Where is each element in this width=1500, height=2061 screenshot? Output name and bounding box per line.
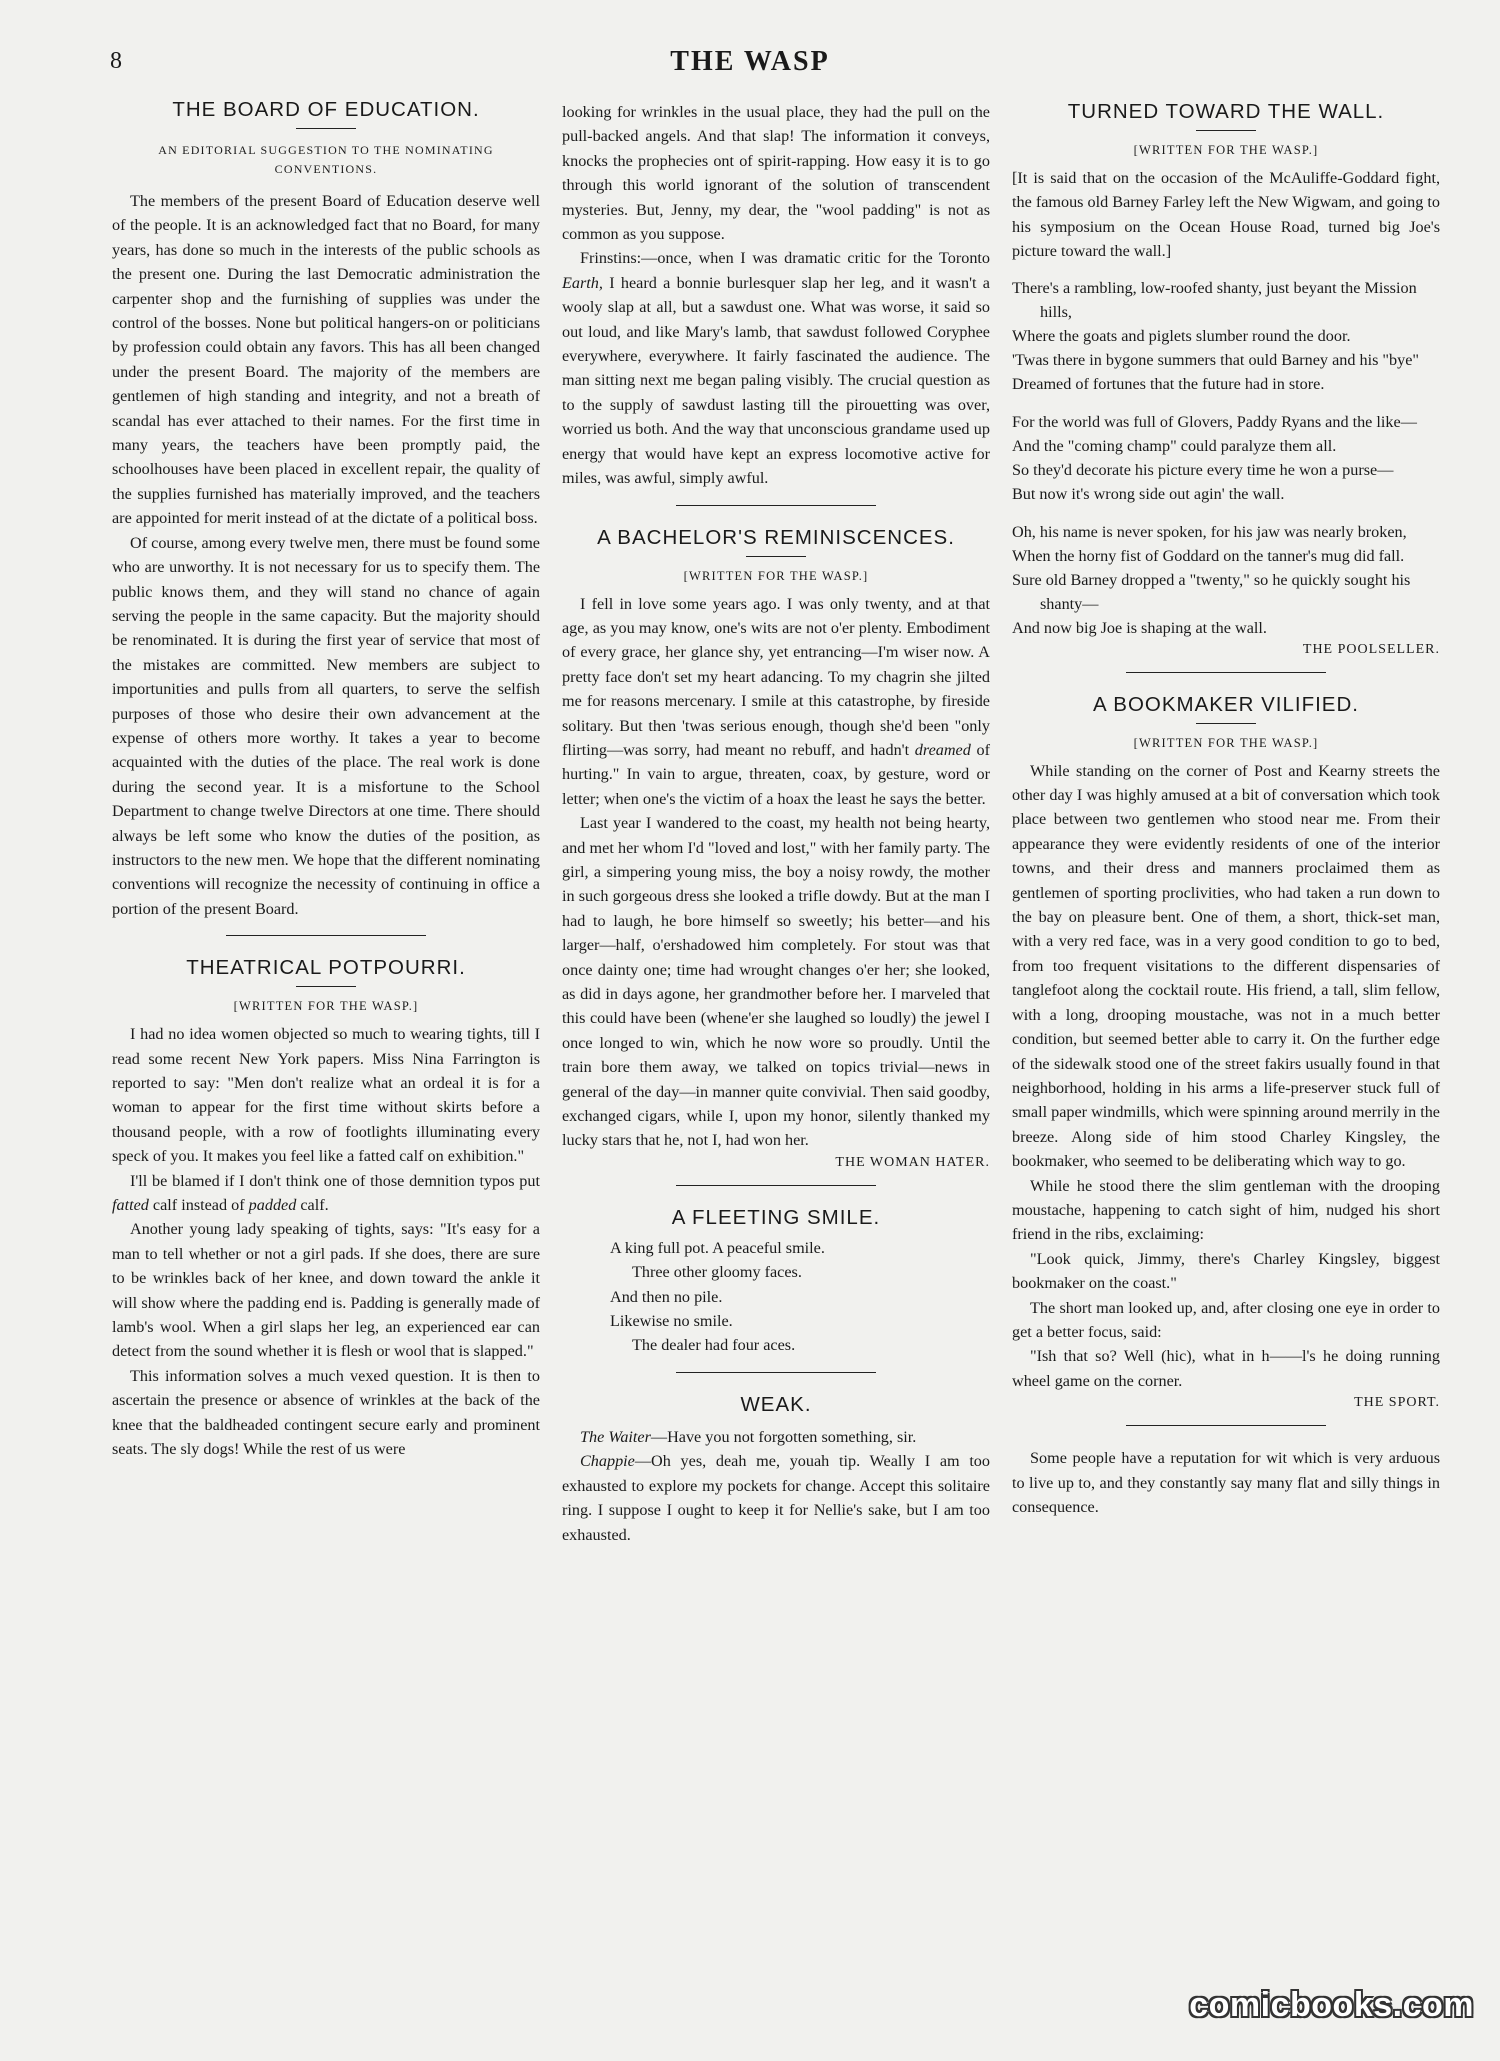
section-divider bbox=[1126, 1425, 1326, 1426]
verse-line: When the horny fist of Goddard on the tanner's mug did fall. bbox=[1012, 546, 1405, 565]
poem bbox=[562, 1236, 990, 1358]
masthead: THE WASP bbox=[670, 46, 830, 77]
byline: [WRITTEN FOR THE WASP.] bbox=[683, 568, 869, 583]
article-title-board: THE BOARD OF EDUCATION. bbox=[172, 98, 480, 121]
poem-line: Likewise no smile. bbox=[610, 1312, 733, 1331]
verse-line: Oh, his name is never spoken, for his jaw was nearly broken, bbox=[1012, 522, 1407, 541]
stanza bbox=[1012, 520, 1440, 640]
paragraph: The members of the present Board of Education deserve well of the people. It is an acknowledged fact that no Board, for many years, has done so much in the interests of the public schools as the present one. During the last Democratic administration the carpenter shop and the furnishing of supplies was under the control of the bosses. None but political hangers-on or politicians by profession could obtain any favors. This has all been changed under the present Board. The majority of the members are gentlemen of high standing and integrity, and not a breath of scandal has ever attached to their names. For the first time in many years, the teachers have been promptly paid, the schoolhouses have been placed in excellent repair, the quality of the supplies furnished has materially improved, and the teachers are appointed for merit instead of at the dictate of a political boss. bbox=[112, 192, 540, 528]
paragraph: I fell in love some years ago. I was only twenty, and at that age, as you may know, one's wits are not o'er plenty. Embodiment of every grace, her glance shy, yet entrancing—I'm wiser now. A pretty face don't set my heart adancing. To my chagrin she jilted me for reasons mercenary. I smile at this catastrophe, by fireside solitary. But then 'twas serious enough, though she'd been "only flirting—was sorry, had meant no rebuff, and hadn't dreamed of hurting." In vain to argue, threaten, coax, by gesture, word or letter; when one's the victim of a hoax the least he says the better. bbox=[562, 594, 991, 808]
verse-line: And now big Joe is shaping at the wall. bbox=[1012, 618, 1267, 637]
verse-line: Where the goats and piglets slumber round the door. bbox=[1012, 326, 1351, 345]
column-3 bbox=[1012, 100, 1440, 1519]
poem-line: A king full pot. A peaceful smile. bbox=[610, 1238, 825, 1257]
page-number: 8 bbox=[110, 48, 122, 74]
paragraph: The Waiter—Have you not forgotten something, sir. bbox=[580, 1427, 917, 1446]
paragraph: Some people have a reputation for wit which is very arduous to live up to, and they constantly say many flat and silly things in consequence. bbox=[1012, 1449, 1440, 1516]
paragraph: "Ish that so? Well (hic), what in h——l's he doing running wheel game on the corner. bbox=[1012, 1347, 1440, 1390]
verse-line: For the world was full of Glovers, Paddy Ryans and the like— bbox=[1012, 412, 1417, 431]
poem-line: Three other gloomy faces. bbox=[632, 1263, 802, 1282]
paragraph: Another young lady speaking of tights, says: "It's easy for a man to tell whether or not a girl pads. If she does, there are sure to be wrinkles back of her knee, and down toward the ankle it will show where the padding end is. Padding is generally made of lamb's wool. When a girl slaps her leg, an experienced ear can detect from the sound whether it is flesh or wool that is slapped." bbox=[112, 1220, 540, 1361]
article-title-bookmaker: A BOOKMAKER VILIFIED. bbox=[1093, 692, 1359, 716]
paragraph: "Look quick, Jimmy, there's Charley Kingsley, biggest bookmaker on the coast." bbox=[1012, 1249, 1440, 1293]
watermark-logo: comicbooks.com bbox=[1189, 1986, 1474, 2024]
verse-line: But now it's wrong side out agin' the wall. bbox=[1012, 484, 1285, 503]
verse-line: 'Twas there in bygone summers that ould Barney and his "bye" bbox=[1012, 350, 1420, 369]
paragraph: While he stood there the slim gentleman with the drooping moustache, happening to catch sight of him, nudged his short friend in the ribs, exclaiming: bbox=[1012, 1176, 1440, 1244]
column-2 bbox=[562, 100, 990, 1547]
paragraph: I'll be blamed if I don't think one of those demnition typos put fatted calf instead of padded calf. bbox=[112, 1171, 540, 1215]
title-rule bbox=[1196, 130, 1256, 131]
signature: THE SPORT. bbox=[1354, 1395, 1440, 1411]
paragraph: I had no idea women objected so much to wearing tights, till I read some recent New York papers. Miss Nina Farrington is reported to say: "Men don't realize what an ordeal it is for a woman to appear for the first time without skirts before a thousand people, with a row of footlights illuminating every speck of you. It makes you feel like a fatted calf on exhibition." bbox=[112, 1025, 540, 1166]
signature: THE WOMAN HATER. bbox=[835, 1154, 990, 1170]
poem-line: And then no pile. bbox=[610, 1287, 723, 1306]
title-rule bbox=[746, 556, 806, 557]
paragraph: Last year I wandered to the coast, my health not being hearty, and met her whom I'd "loved and lost," with her family party. The girl, a simpering young miss, the boy a noisy rowdy, the mother in such gorgeous dress she looked a trifle dowdy. But at the man I had to laugh, he bore himself so sweetly; his better—and his larger—half, o'ershadowed him completely. For stout was that once dainty one; time had wrought changes o'er her; she looked, as did in days agone, her grandmother before her. I marveled that this could have been (whene'er she laughed so loudly) the jewel I once longed to win, which he now wore so proudly. Until the train bore them away, we talked on topics trivial—news in general of the day—in manner quite convivial. Then said goodby, exchanged cigars, while I, upon my honor, silently thanked my lucky stars that he, not I, had won her. bbox=[562, 814, 990, 1150]
paragraph: looking for wrinkles in the usual place, they had the pull on the pull-backed angels. And that slap! The information it conveys, knocks the prophecies ont of spirit-rapping. How easy it is to go through this world ignorant of the solution of transcendent mysteries. But, Jenny, my dear, the "wool padding" is not as common as you suppose. bbox=[562, 103, 990, 244]
article-title-weak: WEAK. bbox=[740, 1392, 812, 1416]
byline: [WRITTEN FOR THE WASP.] bbox=[1133, 735, 1319, 750]
title-rule bbox=[296, 986, 356, 987]
paragraph: Chappie—Oh yes, deah me, youah tip. Weally I am too exhausted to explore my pockets for change. Accept this solitaire ring. I suppose I ought to keep it for Nellie's sake, but I am too exhausted. bbox=[562, 1452, 990, 1544]
byline: [WRITTEN FOR THE WASP.] bbox=[233, 999, 419, 1014]
paragraph: [It is said that on the occasion of the McAuliffe-Goddard fight, the famous old Barney Farley left the New Wigwam, and going to his symposium on the Ocean House Road, turned big Joe's picture toward the wall.] bbox=[1012, 169, 1440, 261]
section-divider bbox=[226, 935, 426, 936]
signature: THE POOLSELLER. bbox=[1302, 641, 1440, 657]
article-kicker: AN EDITORIAL SUGGESTION TO THE NOMINATING CONVENTIONS. bbox=[158, 143, 494, 176]
verse-line: There's a rambling, low-roofed shanty, just beyant the Mission hills, bbox=[1012, 278, 1417, 321]
section-divider bbox=[676, 1372, 876, 1373]
column-1 bbox=[112, 98, 540, 1462]
stanza bbox=[1012, 410, 1440, 506]
article-title-theatrical: THEATRICAL POTPOURRI. bbox=[186, 956, 466, 980]
article-title-bachelor: A BACHELOR'S REMINISCENCES. bbox=[597, 525, 955, 549]
verse-line: Dreamed of fortunes that the future had in store. bbox=[1012, 374, 1325, 393]
section-divider bbox=[1126, 672, 1326, 673]
title-rule bbox=[296, 128, 356, 129]
byline: [WRITTEN FOR THE WASP.] bbox=[1133, 143, 1319, 157]
title-rule bbox=[1196, 723, 1256, 724]
article-title-wall: TURNED TOWARD THE WALL. bbox=[1067, 100, 1385, 123]
verse-line: And the "coming champ" could paralyze them all. bbox=[1012, 436, 1337, 455]
section-divider bbox=[676, 1185, 876, 1186]
paragraph: Of course, among every twelve men, there must be found some who are unworthy. It is not necessary for us to specify them. The public knows them, and they will stand no chance of again serving the people in the same capacity. But the majority should be renominated. It is during the first year of service that most of the mistakes are committed. New members are subject to importunities and pulls from all quarters, to serve the selfish purposes of those who desire their own advancement at the expense of others more worthy. It takes a year to become acquainted with the duties of the place. The real work is done during the second year. It is a misfortune to the School Department to change twelve Directors at one time. There should always be left some who know the duties of the position, as instructors to the new men. We hope that the different nominating conventions will recognize the necessity of continuing in office a portion of the present Board. bbox=[112, 533, 540, 918]
paragraph: Frinstins:—once, when I was dramatic critic for the Toronto Earth, I heard a bonnie burlesquer slap her leg, and it wasn't a wooly slap at all, but a sawdust one. What was worse, it said so out loud, and like Mary's lamb, that sawdust followed Coryphee everywhere, everywhere. It fairly fascinated the audience. The man sitting next me began paling visibly. The crucial question as to the supply of sawdust lasting till the pirouetting was over, worried us both. And the way that unconscious grandame used up energy that would have kept an express locomotive active for miles, was awful, simply awful. bbox=[562, 249, 990, 488]
section-divider bbox=[676, 505, 876, 506]
poem-line: The dealer had four aces. bbox=[632, 1336, 796, 1355]
stanza bbox=[1012, 276, 1440, 396]
paragraph: This information solves a much vexed question. It is then to ascertain the presence or absence of wrinkles at the back of the knee that the baldheaded contingent secure early and prominent seats. The sly dogs! While the rest of us were bbox=[112, 1366, 540, 1459]
article-title-fleeting: A FLEETING SMILE. bbox=[671, 1205, 881, 1229]
verse-line: Sure old Barney dropped a "twenty," so he quickly sought his shanty— bbox=[1012, 570, 1411, 613]
paragraph: While standing on the corner of Post and Kearny streets the other day I was highly amused at a bit of conversation which took place between two gentlemen who stood near me. From their appearance they were evidently residents of one of the interior towns, and their dress and manners proclaimed them as gentlemen of sporting proclivities, who had taken a run down to the bay on pleasure bent. One of them, a short, thick-set man, with a very red face, was in a very good condition to go to bed, from too frequent visitations to the different dispensaries of tanglefoot along the cocktail route. His friend, a tall, slim fellow, with a long, drooping moustache, was not in a much better condition, but seemed better able to carry it. On the further edge of the sidewalk stood one of the street fakirs usually found in that neighborhood, holding in his arms a life-preserver stuck full of small paper windmills, which were spinning around merrily in the breeze. Along side of him stood Charley Kingsley, the bookmaker, who seemed to be deliberating which way to go. bbox=[1012, 761, 1440, 1171]
verse-line: So they'd decorate his picture every time he won a purse— bbox=[1012, 460, 1394, 479]
paragraph: The short man looked up, and, after closing one eye in order to get a better focus, said: bbox=[1012, 1298, 1440, 1341]
